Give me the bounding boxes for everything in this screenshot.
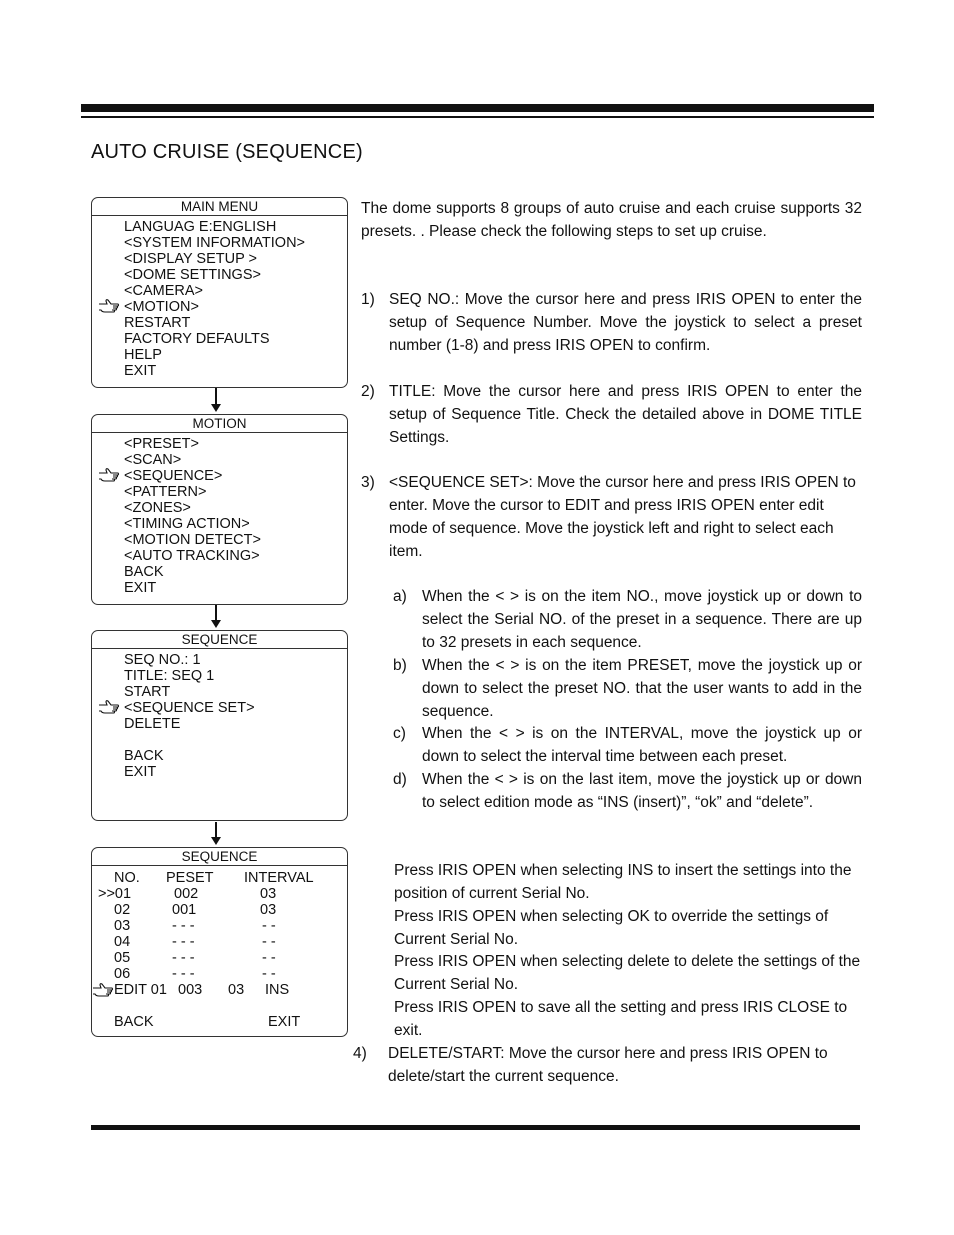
menu-item-exit: EXIT <box>124 580 157 596</box>
edit-row-mode: INS <box>265 982 290 998</box>
press-note: Press IRIS OPEN when selecting OK to override the settings of Current Serial No. <box>394 908 829 948</box>
menu-item-back: BACK <box>124 564 164 580</box>
edit-row-label: EDIT 01 <box>114 982 167 998</box>
intro-paragraph: The dome supports 8 groups of auto cruise and each cruise supports 32 presets. . Please check the following steps to set up cruise. <box>361 200 862 240</box>
menu-item-back: BACK <box>124 748 164 764</box>
menu-item-spacer <box>124 732 347 748</box>
table-header-no: NO. <box>114 870 140 886</box>
menu-item-sequence <box>124 468 347 484</box>
press-note: Press IRIS OPEN when selecting delete to delete the settings of the Current Serial No. <box>394 953 861 993</box>
flow-arrow-3 <box>215 822 217 839</box>
table-cell-interval: - - <box>262 950 276 966</box>
sequence-menu-panel <box>91 630 348 821</box>
table-cell-interval: - - <box>262 934 276 950</box>
main-menu-title: MAIN MENU <box>92 198 347 216</box>
menu-item-auto-tracking: <AUTO TRACKING> <box>124 548 260 564</box>
menu-item-sequence-set-label: <SEQUENCE SET> <box>124 700 255 716</box>
press-note: Press IRIS OPEN when selecting INS to insert the settings into the position of current Serial No. <box>394 862 852 902</box>
table-cell-no: 02 <box>114 902 131 918</box>
substep-letter: b) <box>393 657 407 674</box>
menu-item-exit: EXIT <box>124 764 157 780</box>
hand-pointer-icon <box>92 982 114 998</box>
substep-text: When the < > is on the item NO., move joystick up or down to select the Serial NO. of the preset in a sequence. There are up to 32 presets in each sequence. <box>422 588 862 651</box>
substep-text: When the < > is on the item PRESET, move the joystick up or down to select the preset NO. that the user wants to add in the sequence. <box>422 657 862 720</box>
substep-text: When the < > is on the INTERVAL, move the joystick up or down to select the interval time between each preset. <box>422 725 862 765</box>
hand-pointer-icon <box>98 298 120 314</box>
bottom-rule <box>91 1125 860 1130</box>
menu-item-factory-defaults: FACTORY DEFAULTS <box>124 331 270 347</box>
table-cell-no: 06 <box>114 966 131 982</box>
sequence-set-title: SEQUENCE <box>92 848 347 866</box>
step-number: 4) <box>353 1045 367 1062</box>
table-header-preset: PESET <box>166 870 214 886</box>
edit-row-preset: 003 <box>178 982 203 998</box>
main-menu-panel <box>91 197 348 388</box>
menu-item-zones: <ZONES> <box>124 500 191 516</box>
table-cell-interval: 03 <box>260 902 277 918</box>
top-rule-thick <box>81 104 874 112</box>
step-text: TITLE: Move the cursor here and press IRIS OPEN to enter the setup of Sequence Title. Check the detailed above in DOME TITLE Settings. <box>389 383 862 446</box>
flow-arrow-2 <box>215 605 217 622</box>
menu-item-motion-label: <MOTION> <box>124 299 199 315</box>
substep-letter: c) <box>393 725 406 742</box>
step-number: 2) <box>361 383 375 400</box>
section-title: AUTO CRUISE (SEQUENCE) <box>91 141 363 163</box>
step-number: 3) <box>361 474 375 491</box>
menu-item-pattern: <PATTERN> <box>124 484 207 500</box>
menu-item-motion <box>124 299 347 315</box>
menu-item-sequence-set <box>124 700 347 716</box>
motion-menu-title: MOTION <box>92 415 347 433</box>
sequence-set-exit: EXIT <box>268 1014 301 1030</box>
step-number: 1) <box>361 291 375 308</box>
substep-letter: a) <box>393 588 407 605</box>
top-rule-thin <box>81 116 874 118</box>
table-cell-interval: - - <box>262 918 276 934</box>
menu-item-system-information: <SYSTEM INFORMATION> <box>124 235 306 251</box>
substep-text: When the < > is on the last item, move the joystick up or down to select edition mode as “INS (insert)”, “ok” and “delete”. <box>422 771 862 811</box>
menu-item-display-setup: <DISPLAY SETUP > <box>124 251 257 267</box>
menu-item-help: HELP <box>124 347 162 363</box>
menu-item-camera: <CAMERA> <box>124 283 203 299</box>
menu-item-dome-settings: <DOME SETTINGS> <box>124 267 261 283</box>
menu-item-motion-detect: <MOTION DETECT> <box>124 532 261 548</box>
menu-item-seq-no: SEQ NO.: 1 <box>124 652 201 668</box>
flow-arrow-1 <box>215 388 217 406</box>
table-cell-preset: - - - <box>172 950 195 966</box>
step-text: SEQ NO.: Move the cursor here and press IRIS OPEN to enter the setup of Sequence Number. Move the joystick to select a preset number (1-8) and press IRIS OPEN to confirm. <box>389 291 862 354</box>
substep-letter: d) <box>393 771 407 788</box>
table-cell-interval: - - <box>262 966 276 982</box>
table-cell-no: 04 <box>114 934 131 950</box>
menu-item-language: LANGUAG E:ENGLISH <box>124 219 277 235</box>
sequence-set-panel <box>91 847 348 1037</box>
sequence-menu-title: SEQUENCE <box>92 631 347 649</box>
menu-item-title: TITLE: SEQ 1 <box>124 668 215 684</box>
menu-item-exit: EXIT <box>124 363 157 379</box>
menu-item-preset: <PRESET> <box>124 436 199 452</box>
step-text: <SEQUENCE SET>: Move the cursor here and press IRIS OPEN to enter. Move the cursor to EDIT and press IRIS OPEN enter edit mode of sequence. Move the joystick left and right to select each item. <box>389 474 856 560</box>
menu-item-sequence-label: <SEQUENCE> <box>124 468 223 484</box>
menu-item-timing-action: <TIMING ACTION> <box>124 516 250 532</box>
table-cell-interval: 03 <box>260 886 277 902</box>
table-cell-no: >>01 <box>98 886 132 902</box>
step-text: DELETE/START: Move the cursor here and press IRIS OPEN to delete/start the current sequence. <box>388 1045 828 1085</box>
table-cell-no: 05 <box>114 950 131 966</box>
motion-menu-panel <box>91 414 348 605</box>
edit-row-interval: 03 <box>228 982 245 998</box>
table-cell-preset: - - - <box>172 934 195 950</box>
hand-pointer-icon <box>98 467 120 483</box>
press-note: Press IRIS OPEN to save all the setting and press IRIS CLOSE to exit. <box>394 999 848 1039</box>
menu-item-delete: DELETE <box>124 716 181 732</box>
menu-item-scan: <SCAN> <box>124 452 182 468</box>
menu-item-restart: RESTART <box>124 315 191 331</box>
menu-item-start: START <box>124 684 171 700</box>
hand-pointer-icon <box>98 699 120 715</box>
table-cell-preset: 002 <box>174 886 199 902</box>
table-cell-preset: 001 <box>172 902 197 918</box>
table-header-interval: INTERVAL <box>244 870 314 886</box>
sequence-set-back: BACK <box>114 1014 154 1030</box>
table-cell-preset: - - - <box>172 966 195 982</box>
table-cell-preset: - - - <box>172 918 195 934</box>
table-cell-no: 03 <box>114 918 131 934</box>
